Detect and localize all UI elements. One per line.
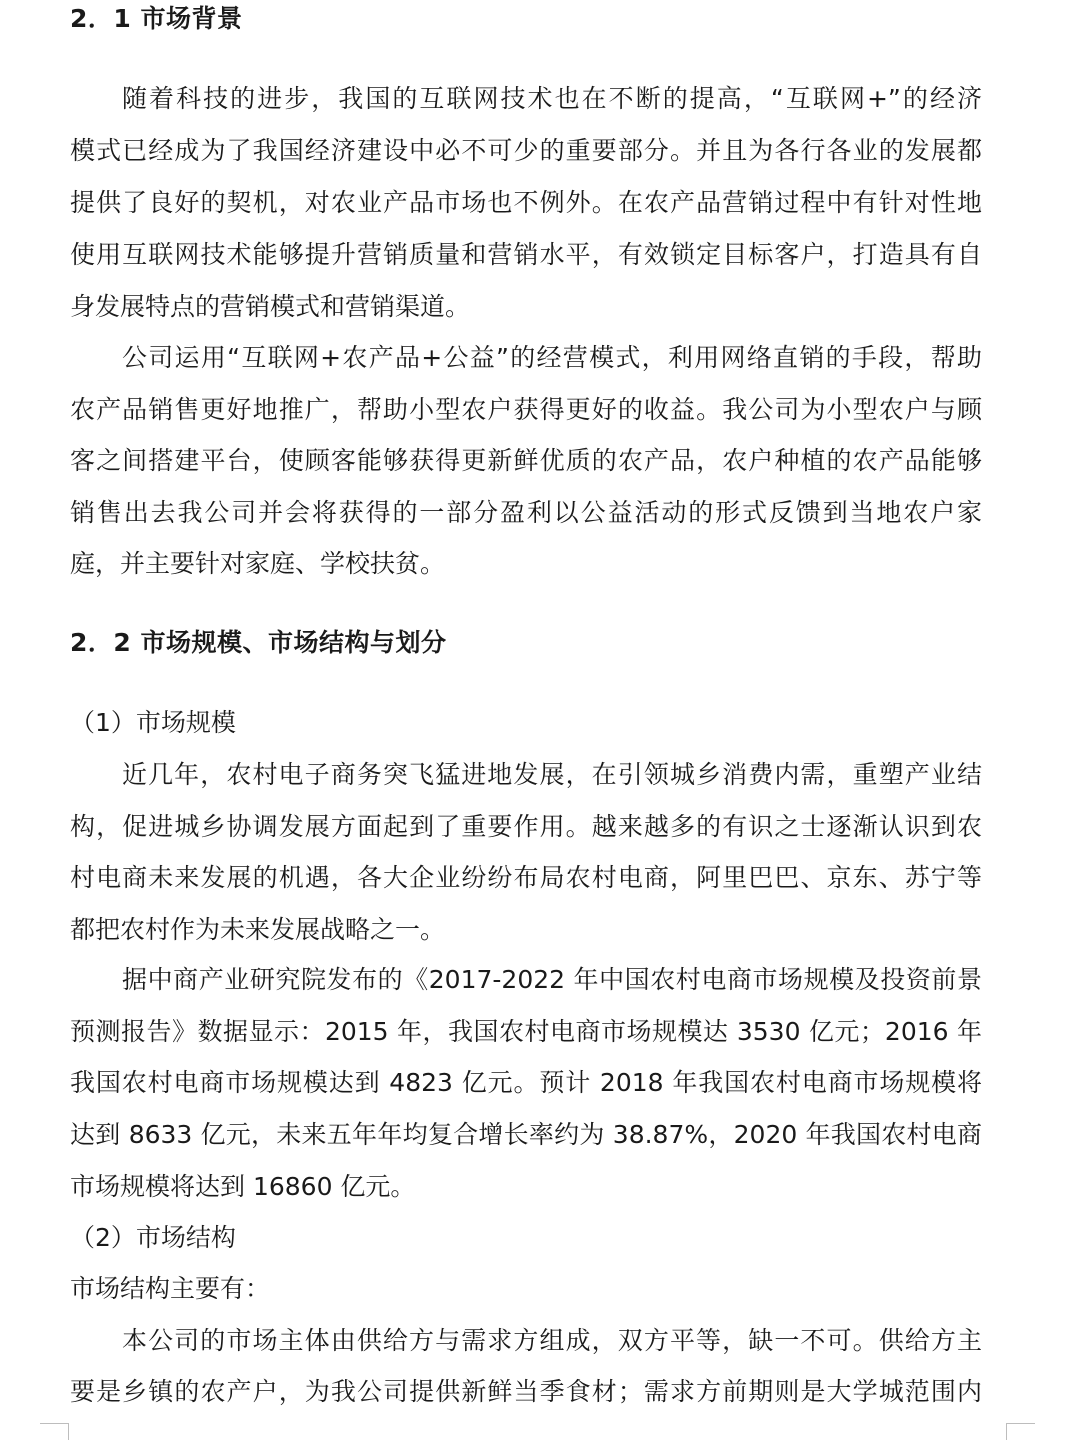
text-line: 本公司的市场主体由供给方与需求方组成，双方平等，缺一不可。供给方主 [122, 1326, 982, 1355]
text-line: 据中商产业研究院发布的《2017-2022 年中国农村电商市场规模及投资前景 [122, 965, 982, 994]
text-line: 我国农村电商市场规模达到 4823 亿元。预计 2018 年我国农村电商市场规模将 [70, 1068, 982, 1097]
text-line: 庭，并主要针对家庭、学校扶贫。 [70, 549, 446, 578]
text-line: 村电商未来发展的机遇，各大企业纷纷布局农村电商，阿里巴巴、京东、苏宁等 [70, 863, 982, 892]
subheading-market-scale: （1）市场规模 [70, 708, 236, 737]
text-line: 要是乡镇的农产户，为我公司提供新鲜当季食材；需求方前期则是大学城范围内 [70, 1377, 982, 1406]
text-line: 农产品销售更好地推广，帮助小型农户获得更好的收益。我公司为小型农户与顾 [70, 395, 982, 424]
structure-intro-text: 市场结构主要有： [70, 1274, 271, 1303]
text-line: 身发展特点的营销模式和营销渠道。 [70, 292, 471, 321]
text-line: 客之间搭建平台，使顾客能够获得更新鲜优质的农产品，农户种植的农产品能够 [70, 446, 982, 475]
text-line: 达到 8633 亿元，未来五年年均复合增长率约为 38.87%，2020 年我国农村电商 [70, 1120, 982, 1149]
text-line: 提供了良好的契机，对农业产品市场也不例外。在农产品营销过程中有针对性地 [70, 188, 982, 217]
text-line: 公司运用“互联网+农产品+公益”的经营模式，利用网络直销的手段，帮助 [122, 343, 982, 372]
section-heading-market-scale-structure: 2．2 市场规模、市场结构与划分 [70, 628, 447, 657]
section-heading-market-background: 2．1 市场背景 [70, 4, 243, 33]
text-line: 使用互联网技术能够提升营销质量和营销水平，有效锁定目标客户，打造具有自 [70, 240, 982, 269]
text-line: 模式已经成为了我国经济建设中必不可少的重要部分。并且为各行各业的发展都 [70, 136, 982, 165]
text-line: 都把农村作为未来发展战略之一。 [70, 915, 446, 944]
text-line: 预测报告》数据显示：2015 年，我国农村电商市场规模达 3530 亿元；2016 年 [70, 1017, 982, 1046]
page-corner-mark-left [40, 1423, 69, 1440]
subheading-market-structure: （2）市场结构 [70, 1223, 236, 1252]
text-line: 随着科技的进步，我国的互联网技术也在不断的提高，“互联网+”的经济 [122, 84, 982, 113]
text-line: 近几年，农村电子商务突飞猛进地发展，在引领城乡消费内需，重塑产业结 [122, 760, 982, 789]
text-line: 市场规模将达到 16860 亿元。 [70, 1172, 416, 1201]
page-corner-mark-right [1006, 1423, 1035, 1440]
text-line: 构，促进城乡协调发展方面起到了重要作用。越来越多的有识之士逐渐认识到农 [70, 812, 982, 841]
text-line: 销售出去我公司并会将获得的一部分盈利以公益活动的形式反馈到当地农户家 [70, 498, 982, 527]
